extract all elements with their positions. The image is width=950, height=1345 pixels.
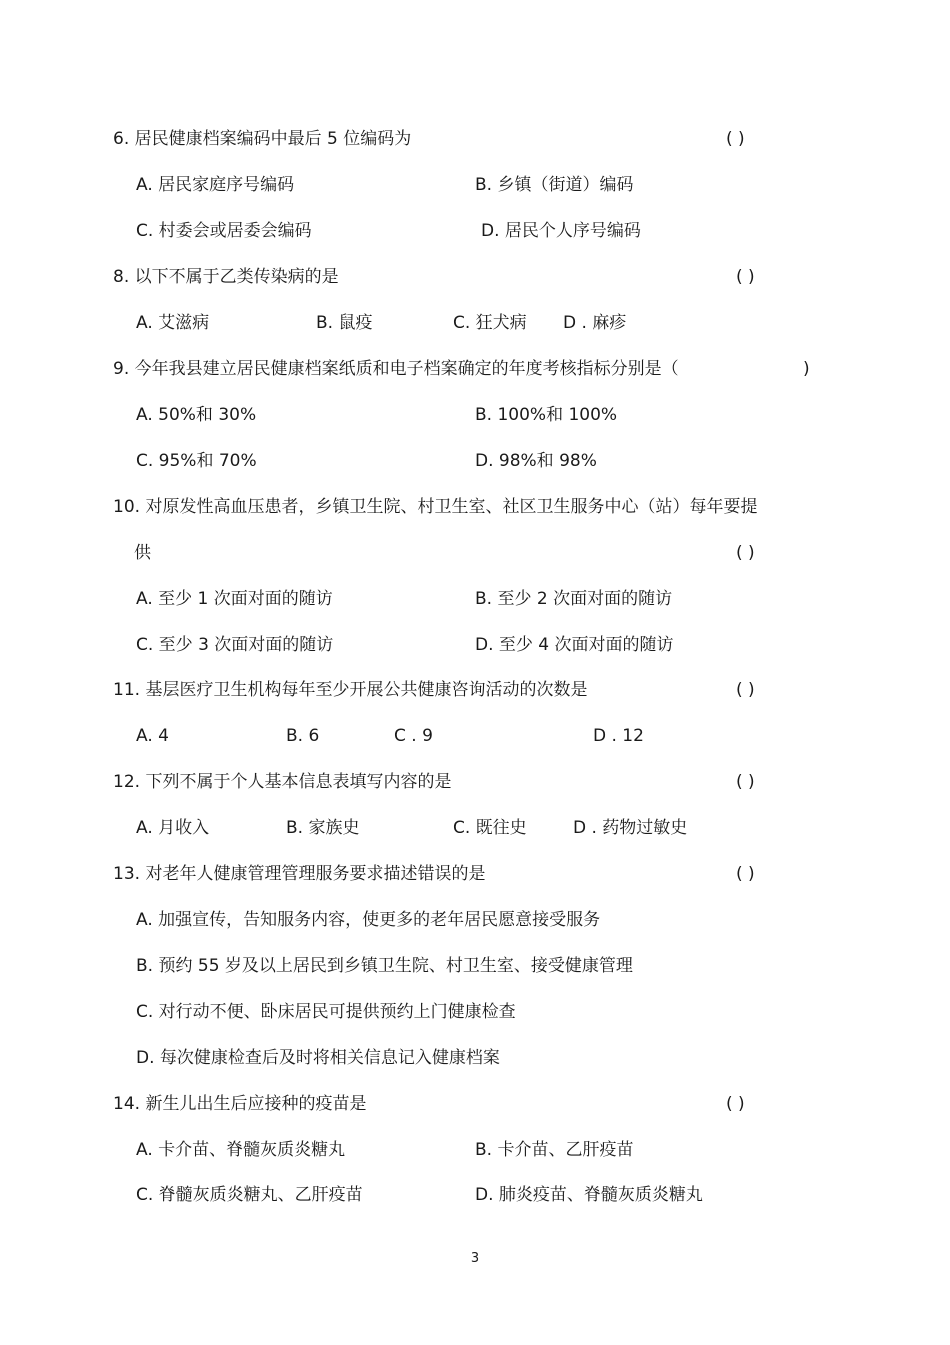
option-d: D. 98%和 98% [475, 451, 597, 471]
question-6-stem: 6. 居民健康档案编码中最后 5 位编码为 [113, 129, 412, 149]
option-d: D. 居民个人序号编码 [481, 221, 641, 241]
option-d: D. 至少 4 次面对面的随访 [475, 635, 674, 655]
answer-bracket: ( ) [736, 543, 755, 563]
question-11-stem: 11. 基层医疗卫生机构每年至少开展公共健康咨询活动的次数是 [113, 680, 588, 700]
option-a: A. 4 [136, 726, 169, 746]
option-b: B. 鼠疫 [316, 313, 373, 333]
question-12-stem: 12. 下列不属于个人基本信息表填写内容的是 [113, 772, 452, 792]
option-b: B. 6 [286, 726, 320, 746]
question-9-stem: 9. 今年我县建立居民健康档案纸质和电子档案确定的年度考核指标分别是（ [113, 359, 679, 379]
option-a: A. 加强宣传，告知服务内容，使更多的老年居民愿意接受服务 [136, 910, 601, 930]
option-c: C. 至少 3 次面对面的随访 [136, 635, 334, 655]
answer-bracket: ( ) [736, 680, 755, 700]
option-c: C. 狂犬病 [453, 313, 527, 333]
option-d: D . 药物过敏史 [573, 818, 688, 838]
question-10-stem-continued: 供 [134, 543, 151, 563]
option-d: D. 肺炎疫苗、脊髓灰质炎糖丸 [475, 1185, 703, 1205]
question-14-stem: 14. 新生儿出生后应接种的疫苗是 [113, 1094, 367, 1114]
option-c: C. 95%和 70% [136, 451, 257, 471]
page-number: 3 [470, 1251, 480, 1266]
option-c: C . 9 [394, 726, 433, 746]
option-c: C. 对行动不便、卧床居民可提供预约上门健康检查 [136, 1002, 516, 1022]
option-c: C. 村委会或居委会编码 [136, 221, 312, 241]
option-b: B. 卡介苗、乙肝疫苗 [475, 1140, 634, 1160]
option-b: B. 至少 2 次面对面的随访 [475, 589, 673, 609]
option-a: A. 50%和 30% [136, 405, 257, 425]
option-a: A. 至少 1 次面对面的随访 [136, 589, 333, 609]
question-10-stem: 10. 对原发性高血压患者，乡镇卫生院、村卫生室、社区卫生服务中心（站）每年要提 [113, 497, 758, 517]
option-a: A. 月收入 [136, 818, 210, 838]
option-c: C. 既往史 [453, 818, 527, 838]
option-b: B. 家族史 [286, 818, 360, 838]
question-8-stem: 8. 以下不属于乙类传染病的是 [113, 267, 339, 287]
option-b: B. 乡镇（街道）编码 [475, 175, 634, 195]
option-a: A. 居民家庭序号编码 [136, 175, 295, 195]
answer-bracket: ( ) [736, 267, 755, 287]
option-a: A. 卡介苗、脊髓灰质炎糖丸 [136, 1140, 346, 1160]
option-d: D. 每次健康检查后及时将相关信息记入健康档案 [136, 1048, 500, 1068]
option-b: B. 100%和 100% [475, 405, 618, 425]
option-b: B. 预约 55 岁及以上居民到乡镇卫生院、村卫生室、接受健康管理 [136, 956, 633, 976]
answer-bracket: ( ) [726, 1094, 745, 1114]
answer-bracket: ) [803, 359, 810, 379]
option-c: C. 脊髓灰质炎糖丸、乙肝疫苗 [136, 1185, 363, 1205]
answer-bracket: ( ) [736, 772, 755, 792]
option-a: A. 艾滋病 [136, 313, 210, 333]
question-13-stem: 13. 对老年人健康管理管理服务要求描述错误的是 [113, 864, 486, 884]
option-d: D . 12 [593, 726, 644, 746]
answer-bracket: ( ) [736, 864, 755, 884]
answer-bracket: ( ) [726, 129, 745, 149]
option-d: D . 麻疹 [563, 313, 627, 333]
